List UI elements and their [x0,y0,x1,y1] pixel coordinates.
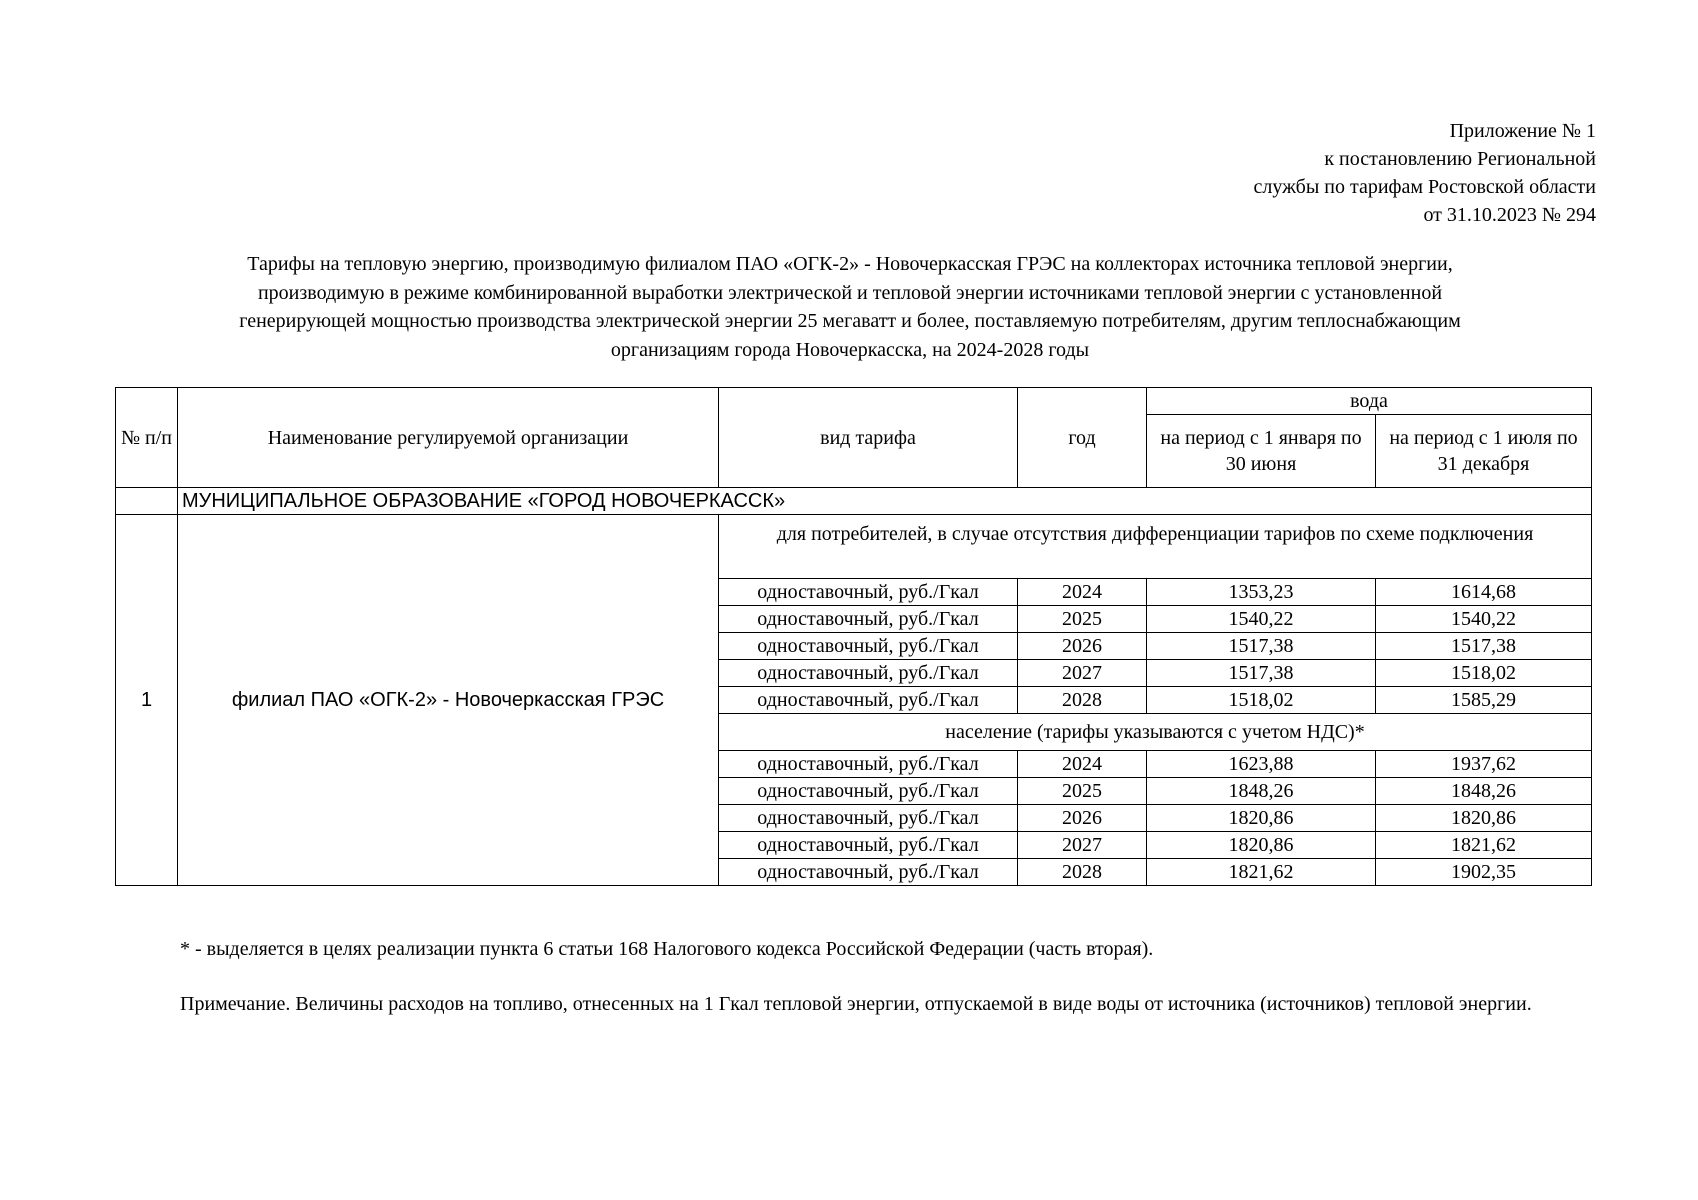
title-line: организациям города Новочеркасска, на 2024-2028 годы [610,338,1090,361]
period1-value: 1820,86 [1147,805,1376,832]
header-tariff-type: вид тарифа [719,388,1018,488]
year-cell: 2026 [1018,805,1147,832]
year-cell: 2028 [1018,859,1147,886]
year-cell: 2026 [1018,633,1147,660]
period1-value: 1517,38 [1147,660,1376,687]
tariff-type-cell: одноставочный, руб./Гкал [719,805,1018,832]
municipality-name: МУНИЦИПАЛЬНОЕ ОБРАЗОВАНИЕ «ГОРОД НОВОЧЕРКАССК» [178,488,1592,515]
period2-value: 1902,35 [1376,859,1592,886]
row-number: 1 [116,515,178,886]
group-population-label: население (тарифы указываются с учетом НДС)* [719,714,1592,751]
period2-value: 1937,62 [1376,751,1592,778]
tariff-type-cell: одноставочный, руб./Гкал [719,832,1018,859]
group-consumers-label: для потребителей, в случае отсутствия дифференциации тарифов по схеме подключения [719,515,1592,579]
appendix-line: от 31.10.2023 № 294 [1423,204,1596,226]
header-year: год [1018,388,1147,488]
appendix-line: Приложение № 1 [1449,120,1596,142]
year-cell: 2027 [1018,832,1147,859]
tariff-type-cell: одноставочный, руб./Гкал [719,606,1018,633]
period2-value: 1820,86 [1376,805,1592,832]
period1-value: 1353,23 [1147,579,1376,606]
period2-value: 1821,62 [1376,832,1592,859]
period1-value: 1623,88 [1147,751,1376,778]
document-title [120,250,1580,364]
tariff-type-cell: одноставочный, руб./Гкал [719,687,1018,714]
tariff-type-cell: одноставочный, руб./Гкал [719,859,1018,886]
period2-value: 1517,38 [1376,633,1592,660]
title-line: Тарифы на тепловую энергию, производимую филиалом ПАО «ОГК-2» - Новочеркасская ГРЭС на коллекторах источника тепловой энергии, [247,253,1453,275]
appendix-line: службы по тарифам Ростовской области [1253,176,1596,198]
year-cell: 2024 [1018,579,1147,606]
period1-value: 1820,86 [1147,832,1376,859]
period2-value: 1518,02 [1376,660,1592,687]
year-cell: 2027 [1018,660,1147,687]
tariff-type-cell: одноставочный, руб./Гкал [719,778,1018,805]
period2-value: 1614,68 [1376,579,1592,606]
period2-value: 1848,26 [1376,778,1592,805]
tariff-type-cell: одноставочный, руб./Гкал [719,660,1018,687]
period1-value: 1517,38 [1147,633,1376,660]
year-cell: 2028 [1018,687,1147,714]
period1-value: 1821,62 [1147,859,1376,886]
header-org: Наименование регулируемой организации [178,388,719,488]
tariff-type-cell: одноставочный, руб./Гкал [719,633,1018,660]
appendix-block [1076,117,1596,229]
period2-value: 1540,22 [1376,606,1592,633]
note: Примечание. Величины расходов на топливо, отнесенных на 1 Гкал тепловой энергии, отпускаемой в виде воды от источника (источников) тепловой энергии. [180,993,1532,1015]
tariffs-table [115,387,1592,886]
title-line: генерирующей мощностью производства электрической энергии 25 мегаватт и более, поставляемую потребителям, другим теплоснабжающим [239,310,1461,332]
header-period-1: на период с 1 января по 30 июня [1147,415,1376,488]
header-period-2: на период с 1 июля по 31 декабря [1376,415,1592,488]
year-cell: 2025 [1018,606,1147,633]
year-cell: 2024 [1018,751,1147,778]
tariff-type-cell: одноставочный, руб./Гкал [719,751,1018,778]
footnote: * - выделяется в целях реализации пункта 6 статьи 168 Налогового кодекса Российской Федерации (часть вторая). [180,938,1154,960]
header-num: № п/п [116,388,178,488]
period1-value: 1848,26 [1147,778,1376,805]
period2-value: 1585,29 [1376,687,1592,714]
period1-value: 1540,22 [1147,606,1376,633]
header-water: вода [1147,388,1592,415]
period1-value: 1518,02 [1147,687,1376,714]
appendix-line: к постановлению Региональной [1324,148,1596,170]
title-line: производимую в режиме комбинированной выработки электрической и тепловой энергии источниками тепловой энергии с установленной [257,281,1443,304]
organization-name: филиал ПАО «ОГК-2» - Новочеркасская ГРЭС [178,515,719,886]
year-cell: 2025 [1018,778,1147,805]
tariff-type-cell: одноставочный, руб./Гкал [719,579,1018,606]
municipality-empty-cell [116,488,178,515]
